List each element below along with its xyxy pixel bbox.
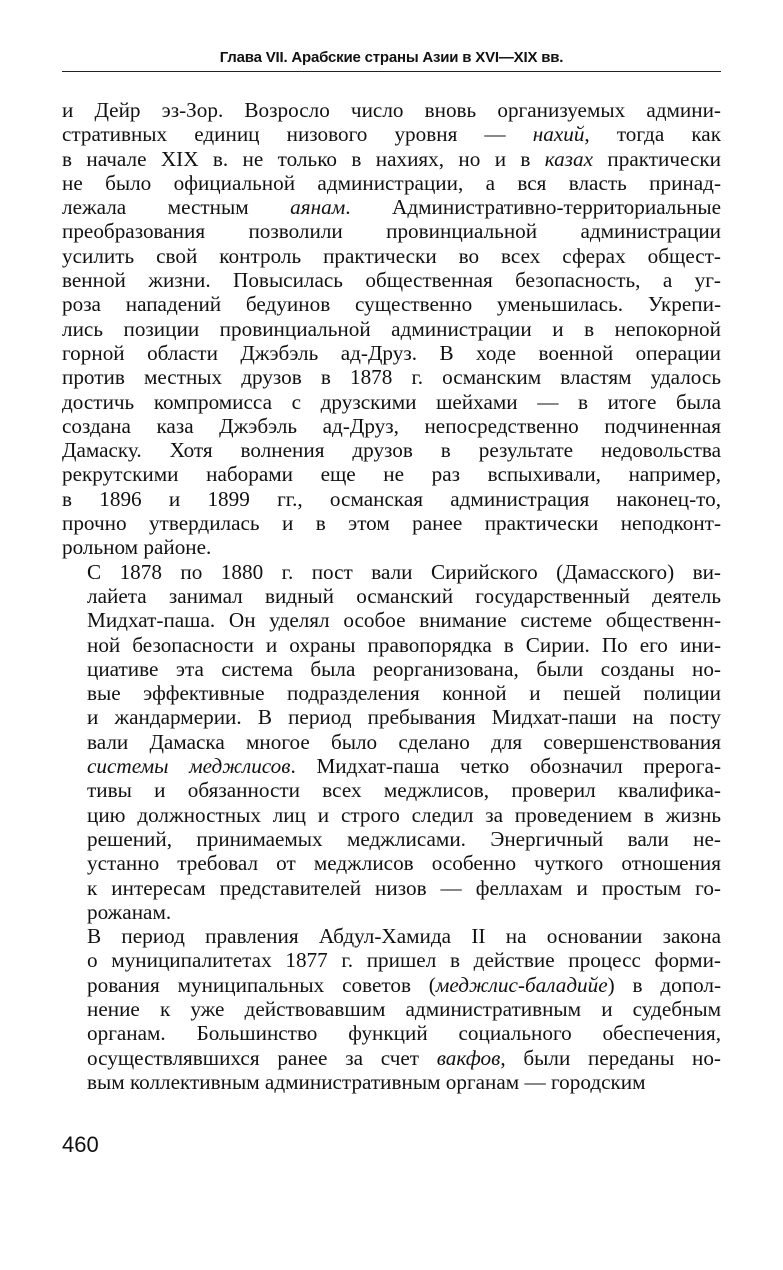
text-line: В период правления Абдул-Хамида II на основании закона [87, 924, 721, 949]
running-head: Глава VII. Арабские страны Азии в XVI—XIX вв. [219, 49, 564, 66]
text-line: не было официальной администрации, а вся власть принад- [62, 170, 721, 195]
text-line: лежала местным аянам. Административно-территориальные [62, 195, 722, 220]
text-line: органам. Большинство функций социального обеспечения, [87, 1021, 721, 1046]
text-line: горной области Джэбэль ад-Друз. В ходе военной операции [62, 340, 721, 365]
paragraph [62, 98, 721, 560]
header-rule [62, 71, 721, 72]
text-line: рожанам. [87, 899, 172, 924]
text-line: С 1878 по 1880 г. пост вали Сирийского (Дамасского) ви- [87, 559, 721, 584]
text-line: о муниципалитетах 1877 г. пришел в действие процесс форми- [87, 948, 721, 973]
text-line: прочно утвердилась и в этом ранее практически неподконт- [62, 511, 721, 536]
text-line: тивы и обязанности всех меджлисов, проверил квалифика- [87, 778, 721, 803]
text-line: Мидхат-паша. Он уделял особое внимание системе общественн- [87, 608, 721, 633]
text-line: рекрутскими наборами еще не раз вспыхивали, например, [62, 462, 721, 487]
text-line: преобразования позволили провинциальной администрации [62, 219, 721, 244]
text-line: осуществлявшихся ранее за счет вакфов, были переданы но- [87, 1045, 721, 1070]
text-line: нение к уже действовавшим административным и судебным [87, 996, 721, 1021]
text-line: устанно требовал от меджлисов особенно чуткого отношения [87, 851, 721, 876]
text-line: вым коллективным административным органам — городским [87, 1069, 646, 1094]
text-line: цию должностных лиц и строго следил за проведением в жизнь [87, 802, 721, 827]
paragraph [62, 924, 721, 1094]
text-line: системы меджлисов. Мидхат-паша четко обозначил прерога- [87, 754, 721, 779]
text-line: стративных единиц низового уровня — нахий, тогда как [62, 122, 721, 147]
text-line: лайета занимал видный османский государственный деятель [87, 583, 721, 608]
text-line: против местных друзов в 1878 г. османским властям удалось [62, 365, 721, 390]
text-line: венной жизни. Повысилась общественная безопасность, а уг- [62, 268, 721, 293]
text-line: рования муниципальных советов (меджлис-баладийе) в допол- [87, 972, 722, 997]
text-line: решений, принимаемых меджлисами. Энергичный вали не- [87, 826, 721, 851]
text-line: создана каза Джэбэль ад-Друз, непосредственно подчиненная [62, 413, 721, 438]
text-line: лись позиции провинциальной администрации и в непокорной [62, 316, 721, 341]
text-line: достичь компромисса с друзскими шейхами — в итоге была [62, 389, 721, 414]
text-line: роза нападений бедуинов существенно уменьшилась. Укрепи- [62, 292, 721, 317]
text-line: Дамаску. Хотя волнения друзов в результате недовольства [62, 438, 721, 463]
paragraph [62, 560, 721, 924]
text-line: вые эффективные подразделения конной и пешей полиции [87, 681, 721, 706]
text-line: в 1896 и 1899 гг., османская администрация наконец-то, [62, 486, 721, 511]
text-line: рольном районе. [62, 535, 212, 560]
page-number: 460 [62, 1132, 99, 1157]
text-line: к интересам представителей низов — феллахам и простым го- [87, 875, 721, 900]
text-line: циативе эта система была реорганизована, были созданы но- [87, 656, 721, 681]
text-line: усилить свой контроль практически во всех сферах общест- [62, 243, 721, 268]
text-line: и жандармерии. В период пребывания Мидхат-паши на посту [87, 705, 721, 730]
text-line: ной безопасности и охраны правопорядка в Сирии. По его ини- [87, 632, 721, 657]
body-text [62, 98, 721, 1094]
text-line: в начале XIX в. не только в нахиях, но и в казах практически [62, 146, 721, 171]
text-line: и Дейр эз-Зор. Возросло число вновь организуемых админи- [62, 98, 721, 122]
text-line: вали Дамаска многое было сделано для совершенствования [87, 729, 721, 754]
